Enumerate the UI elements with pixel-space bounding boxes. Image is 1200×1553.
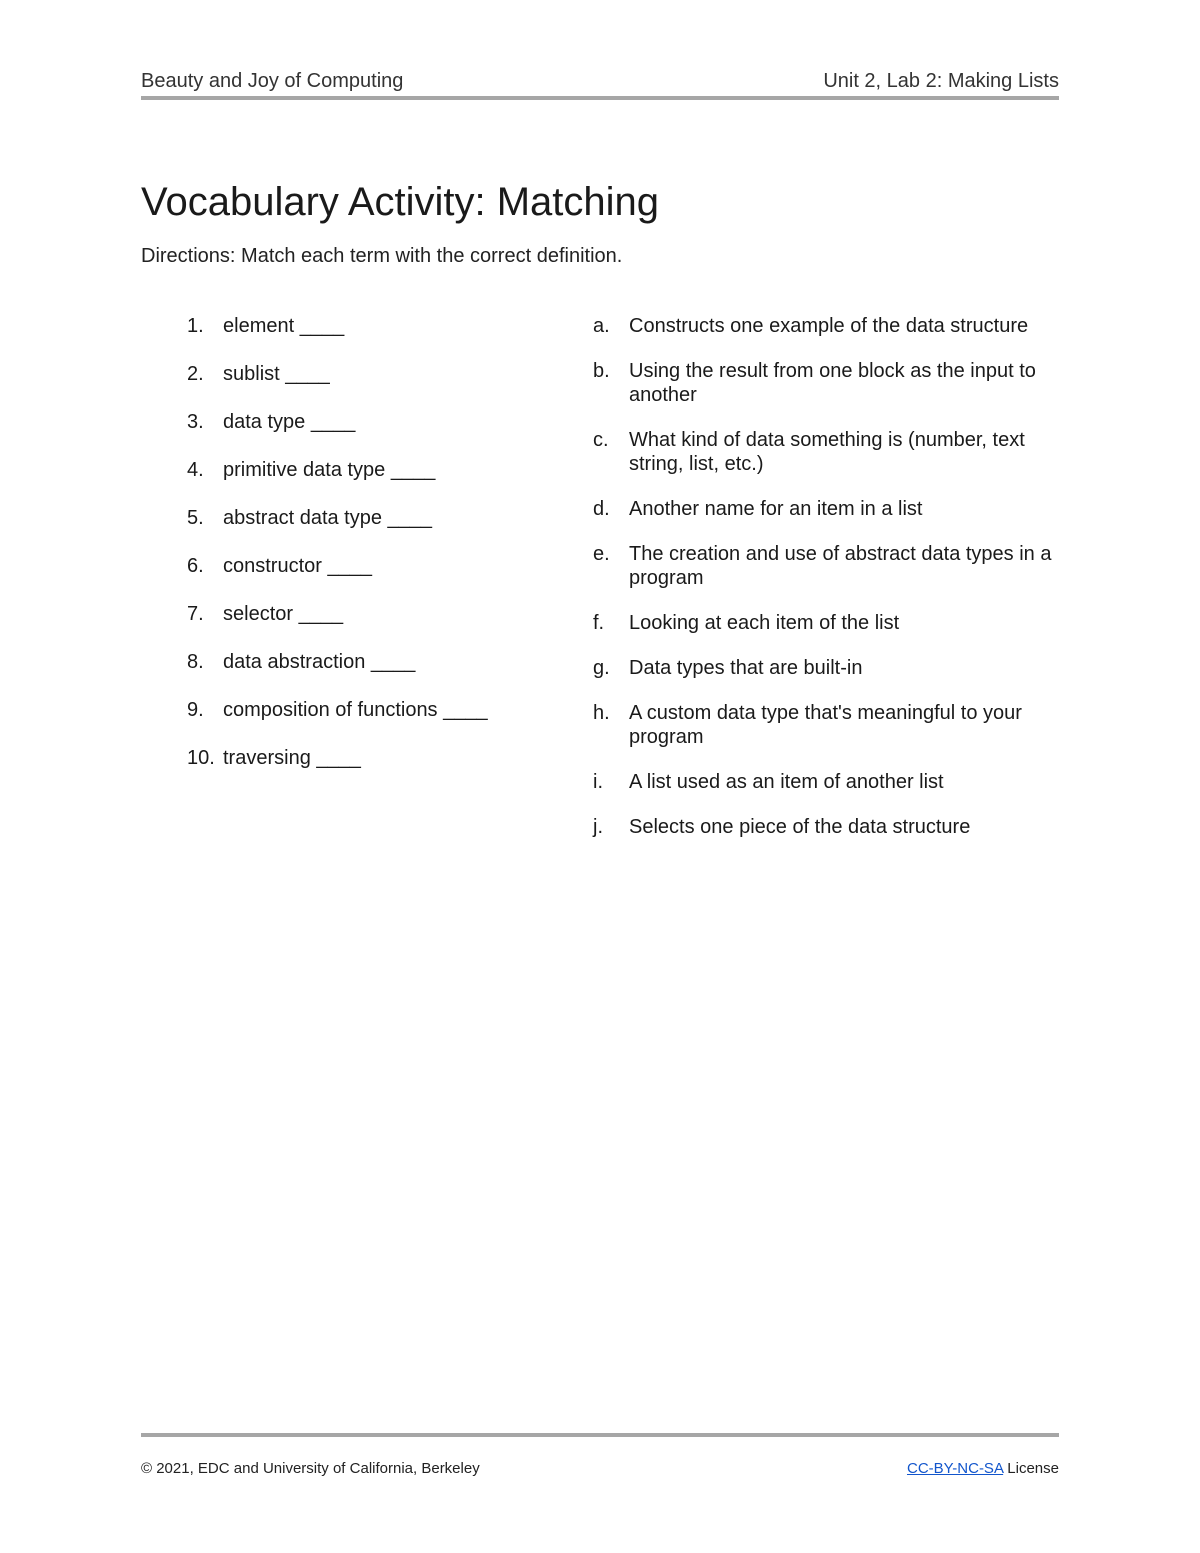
term-number: 5. [187,507,204,529]
definition-text: Using the result from one block as the input to another [629,360,1036,406]
page-header [141,70,1059,93]
term-item [187,746,557,794]
definition-letter: d. [593,498,610,520]
term-text: traversing ____ [223,747,361,769]
definitions-list [593,314,1063,860]
header-divider [141,96,1059,100]
term-text: primitive data type ____ [223,459,436,481]
term-text: composition of functions ____ [223,699,488,721]
term-item [187,554,557,602]
definition-letter: a. [593,315,610,337]
definition-text: What kind of data something is (number, text string, list, etc.) [629,429,1025,475]
definition-item [593,314,1063,338]
term-number: 6. [187,555,204,577]
definition-text: Data types that are built-in [629,657,863,679]
license-text [907,1460,1059,1477]
directions-text: Directions: Match each term with the correct definition. [141,245,623,267]
term-item [187,506,557,554]
term-number: 3. [187,411,204,433]
definition-letter: b. [593,360,610,382]
definition-letter: j. [593,816,603,838]
definition-item [593,611,1063,635]
page-footer [141,1460,1059,1477]
definition-letter: g. [593,657,610,679]
term-number: 1. [187,315,204,337]
term-item [187,458,557,506]
term-number: 9. [187,699,204,721]
footer-divider [141,1433,1059,1437]
term-text: selector ____ [223,603,344,625]
license-link[interactable]: CC-BY-NC-SA [906,1460,1004,1477]
definition-text: A list used as an item of another list [629,771,944,793]
definition-item [593,815,1063,839]
term-text: sublist ____ [223,363,330,385]
definition-item [593,497,1063,521]
term-number: 2. [187,363,204,385]
term-item [187,314,557,362]
definition-item [593,428,1063,476]
definition-item [593,542,1063,590]
definition-letter: e. [593,543,610,565]
definition-text: A custom data type that's meaningful to your program [629,702,1022,748]
term-item [187,410,557,458]
definition-text: Selects one piece of the data structure [629,816,971,838]
term-number: 8. [187,651,204,673]
term-number: 7. [187,603,204,625]
definition-letter: f. [593,612,605,634]
term-text: element ____ [223,315,345,337]
copyright-text: © 2021, EDC and University of California, Berkeley [141,1460,480,1477]
definition-text: The creation and use of abstract data types in a program [629,543,1052,589]
definition-text: Constructs one example of the data structure [629,315,1029,337]
definition-letter: i. [593,771,603,793]
page-title: Vocabulary Activity: Matching [141,180,660,224]
term-text: constructor ____ [223,555,372,577]
terms-list [187,314,557,794]
definition-letter: c. [593,429,609,451]
definition-item [593,701,1063,749]
term-item [187,650,557,698]
term-item [187,362,557,410]
definition-item [593,656,1063,680]
term-text: data type ____ [223,411,356,433]
unit-title: Unit 2, Lab 2: Making Lists [823,70,1059,92]
definition-item [593,770,1063,794]
term-text: abstract data type ____ [223,507,433,529]
definition-text: Looking at each item of the list [629,612,900,634]
definition-item [593,359,1063,407]
definition-letter: h. [593,702,610,724]
course-title: Beauty and Joy of Computing [141,70,404,92]
term-number: 4. [187,459,204,481]
term-text: data abstraction ____ [223,651,416,673]
definition-text: Another name for an item in a list [629,498,923,520]
term-number: 10. [187,747,215,769]
term-item [187,698,557,746]
license-suffix: License [1003,1460,1059,1477]
term-item [187,602,557,650]
